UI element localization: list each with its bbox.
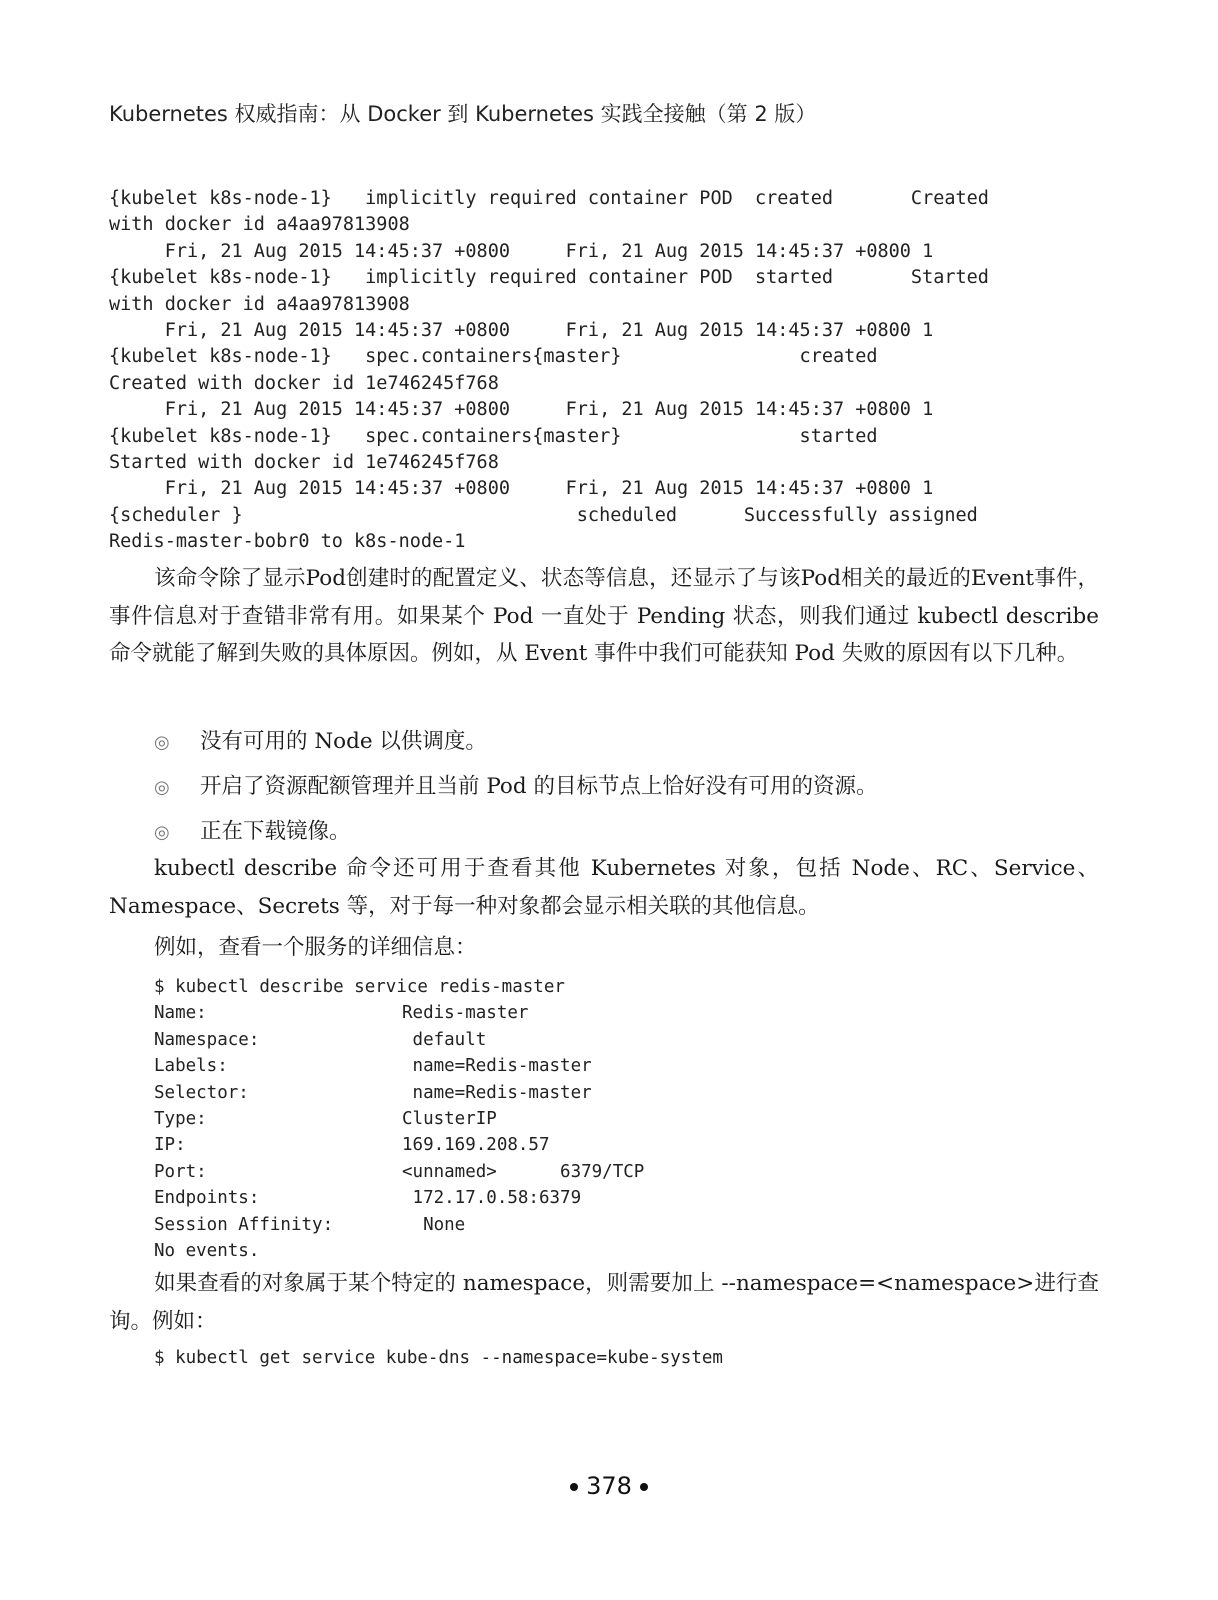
code-line: Fri, 21 Aug 2015 14:45:37 +0800 Fri, 21 Aug 2015 14:45:37 +0800 1	[109, 399, 934, 421]
code-value: default	[402, 1029, 487, 1050]
paragraph-text: 该命令除了显示Pod创建时的配置定义、状态等信息，还显示了与该Pod相关的最近的Event事件，事件信息对于查错非常有用。如果某个 Pod 一直处于 Pending 状态，则我们通过 kubectl describe 命令就能了解到失败的具体原因。例如，从 Event 事件中我们可能获知 Pod 失败的原因有以下几种。	[109, 566, 1099, 666]
paragraph-namespace	[109, 1265, 1099, 1340]
code-row	[154, 1054, 644, 1080]
list-item	[154, 772, 877, 817]
bullet-circle-icon: ◎	[154, 822, 170, 843]
code-value: 169.169.208.57	[402, 1135, 550, 1156]
code-value: <unnamed> 6379/TCP	[402, 1161, 645, 1182]
code-line: {kubelet k8s-node-1} spec.containers{master} started	[109, 425, 878, 447]
code-row	[154, 1081, 644, 1107]
bullet-circle-icon: ◎	[154, 732, 170, 753]
code-value: Redis-master	[402, 1003, 529, 1024]
code-line: Fri, 21 Aug 2015 14:45:37 +0800 Fri, 21 Aug 2015 14:45:37 +0800 1	[109, 240, 934, 262]
events-code-block	[109, 186, 989, 555]
code-value: ClusterIP	[402, 1108, 497, 1129]
code-key: Port:	[154, 1161, 207, 1182]
failure-reasons-list	[154, 727, 877, 862]
code-line: {kubelet k8s-node-1} implicitly required container POD created Created	[109, 188, 989, 209]
code-key: Session Affinity:	[154, 1214, 334, 1235]
code-value: name=Redis-master	[402, 1082, 592, 1103]
code-line: Fri, 21 Aug 2015 14:45:37 +0800 Fri, 21 Aug 2015 14:45:37 +0800 1	[109, 478, 934, 500]
code-row	[154, 1107, 644, 1133]
code-row	[154, 1160, 644, 1186]
code-key: Selector:	[154, 1082, 249, 1103]
example-intro: 例如，查看一个服务的详细信息：	[154, 935, 477, 960]
paragraph-pod-events	[109, 560, 1099, 673]
code-key: Name:	[154, 1003, 207, 1024]
code-line: Started with docker id 1e746245f768	[109, 451, 499, 473]
code-line: {kubelet k8s-node-1} spec.containers{master} created	[109, 346, 878, 368]
dot-icon	[570, 1483, 578, 1491]
code-footer: No events.	[154, 1240, 260, 1261]
namespace-command-code	[154, 1345, 723, 1371]
list-item-text: 开启了资源配额管理并且当前 Pod 的目标节点上恰好没有可用的资源。	[200, 774, 878, 799]
code-line: Created with docker id 1e746245f768	[109, 372, 499, 394]
code-command: $ kubectl get service kube-dns --namespace=kube-system	[154, 1348, 723, 1368]
bullet-circle-icon: ◎	[154, 777, 170, 798]
code-key: Endpoints:	[154, 1188, 260, 1209]
code-line: {kubelet k8s-node-1} implicitly required container POD started Started	[109, 267, 989, 289]
dot-icon	[640, 1483, 648, 1491]
paragraph-text: kubectl describe 命令还可用于查看其他 Kubernetes 对象，包括 Node、RC、Service、Namespace、Secrets 等，对于每一种对象都会显示相关联的其他信息。	[109, 856, 1099, 919]
code-value: name=Redis-master	[402, 1056, 592, 1077]
code-line: Fri, 21 Aug 2015 14:45:37 +0800 Fri, 21 Aug 2015 14:45:37 +0800 1	[109, 319, 934, 341]
code-key: Namespace:	[154, 1029, 260, 1050]
code-row	[154, 1133, 644, 1159]
code-value: None	[402, 1214, 466, 1235]
paragraph-text: 如果查看的对象属于某个特定的 namespace，则需要加上 --namespace=<namespace>进行查询。例如：	[109, 1271, 1099, 1334]
code-key: Type:	[154, 1108, 207, 1129]
list-item-text: 没有可用的 Node 以供调度。	[200, 729, 487, 754]
code-row	[154, 1001, 644, 1027]
code-row	[154, 1028, 644, 1054]
page-number-text: 378	[586, 1472, 632, 1500]
code-row	[154, 1186, 644, 1212]
code-command: $ kubectl describe service redis-master	[154, 977, 565, 997]
list-item-text: 正在下载镜像。	[200, 819, 351, 844]
page-number	[0, 1472, 1218, 1500]
code-key: Labels:	[154, 1056, 228, 1077]
running-header: Kubernetes 权威指南：从 Docker 到 Kubernetes 实践全接触（第 2 版）	[109, 102, 817, 126]
code-line: {scheduler } scheduled Successfully assigned	[109, 504, 978, 526]
code-row	[154, 1213, 644, 1239]
list-item	[154, 727, 877, 772]
paragraph-describe-objects	[109, 850, 1099, 925]
code-line: with docker id a4aa97813908	[109, 214, 410, 236]
service-describe-code-block	[154, 975, 644, 1265]
code-line: Redis-master-bobr0 to k8s-node-1	[109, 531, 466, 553]
code-line: with docker id a4aa97813908	[109, 293, 410, 315]
code-value: 172.17.0.58:6379	[402, 1188, 582, 1209]
code-key: IP:	[154, 1135, 186, 1156]
